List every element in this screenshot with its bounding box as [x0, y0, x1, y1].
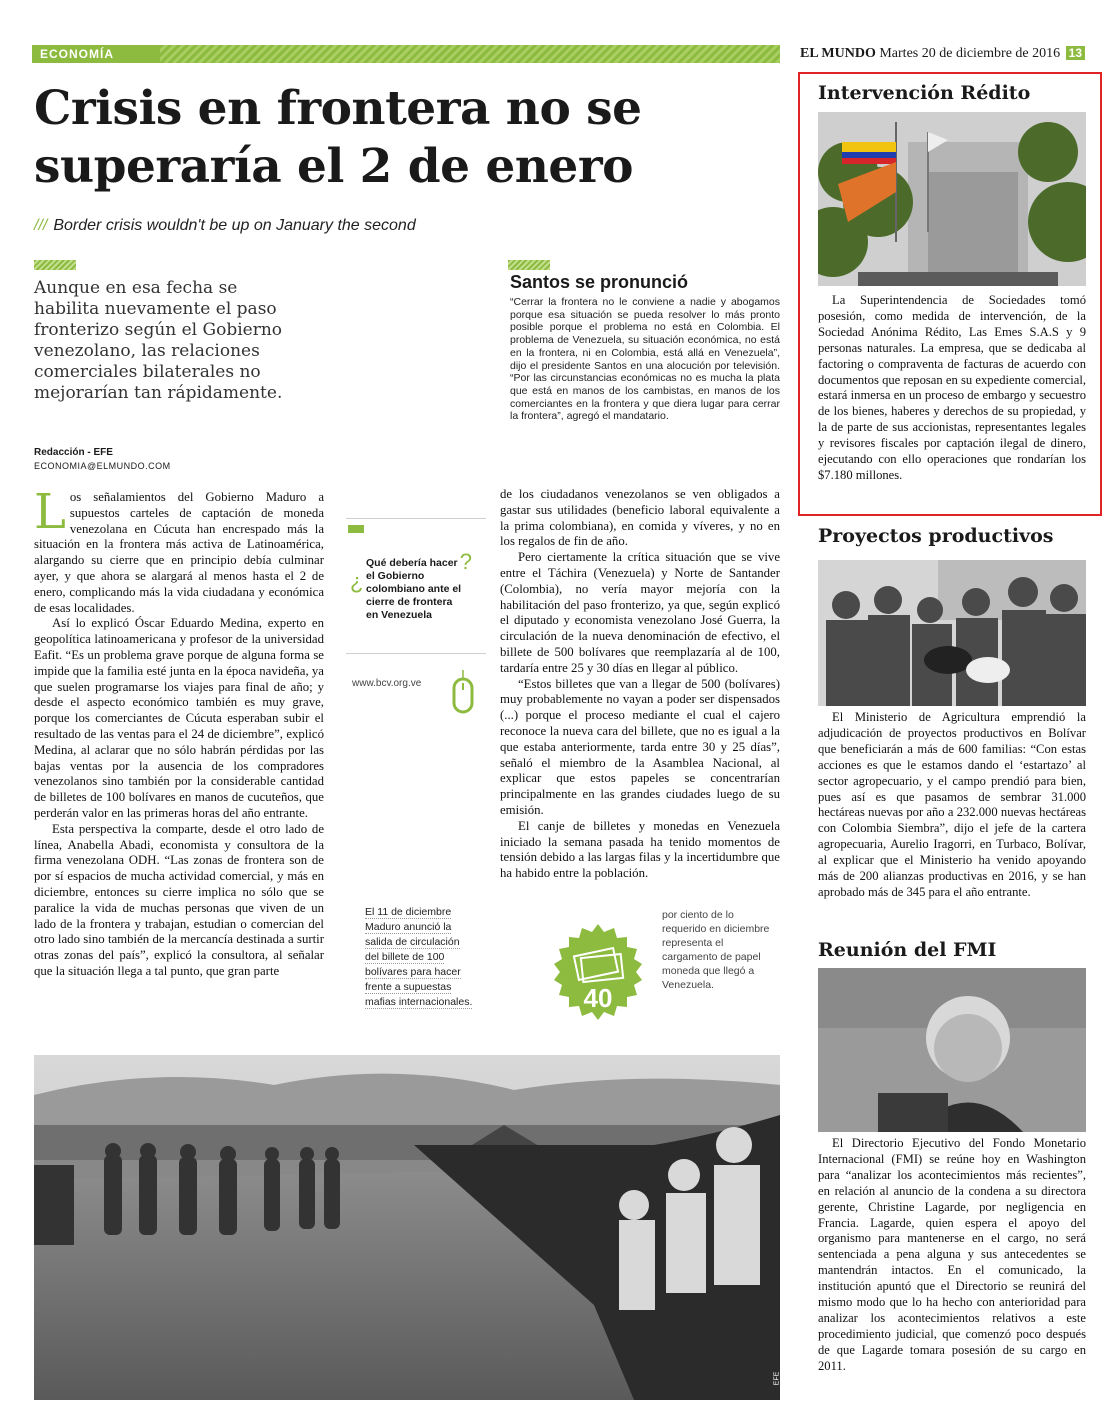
section-stripes [160, 45, 780, 63]
paper-name: EL MUNDO [800, 46, 876, 61]
col3-paragraph: Pero ciertamente la crítica situación que se vive entre el Táchira (Venezuela) y Norte de Santander (Colombia), no vería mayor mejoría con la habilitación del paso fronterizo, ya que, según explicó el diputado y economista venezolano José Guerra, la circulación de la nueva denominación de efectivo, el billete de 500 bolívares que reemplazaría al de 100, tardaría entre 25 y 30 días en llegar al público. [500, 550, 780, 675]
subhead [34, 217, 684, 235]
headline [34, 80, 784, 196]
sidebar-text-fmi [818, 1136, 1086, 1375]
building-flags-photo [818, 112, 1086, 286]
subhead-text: Border crisis wouldn't be up on January the second [53, 217, 416, 234]
col1-paragraph: Esta perspectiva la comparte, desde el otro lado de línea, Anabella Abadi, economista y consultora de la firma venezolana ODH. “Las zonas de frontera son de por sí espacios de mucha actividad comercial, y más en diciembre, entonces su cierre implica no sólo que se paralice la vida de muchas personas que viven de un lado de la frontera y trabajan, estudian o comercian del otro lado sino también de la mercancía destinada a surtir otras zonas del país”, explicó la consultora, al señalar que la situación llega a tal punto, que gran parte [34, 821, 324, 978]
col3-paragraph: de los ciudadanos venezolanos se ven obligados a gastar sus utilidades (beneficio laboral equivalente a la prima colombiana), en comida y víveres, y no en los regalos de fin de año. [500, 487, 780, 549]
question-bar [348, 525, 364, 533]
santos-marker [508, 260, 550, 270]
photo-credit: EFE [773, 1371, 781, 1386]
slashes-icon: /// [34, 217, 48, 234]
sidebar-title-fmi: Reunión del FMI [818, 939, 997, 961]
banknote-badge [538, 912, 658, 1032]
border-photo [34, 1055, 780, 1400]
page-number: 13 [1066, 46, 1085, 60]
question-open-mark: ¿ [350, 569, 364, 594]
reference-url[interactable]: www.bcv.org.ve [352, 678, 422, 689]
question-text: Qué debería hacer el Gobierno colombiano ante el cierre de frontera en Venezuela [366, 557, 462, 621]
headline-line-1: Crisis en frontera no se [34, 81, 642, 136]
sidebar-title-redito: Intervención Rédito [818, 82, 1031, 104]
byline: Redacción - EFE [34, 447, 113, 458]
santos-title: Santos se pronunció [510, 272, 689, 292]
lead-marker [34, 260, 76, 270]
infographic-right-text: por ciento de lo requerido en diciembre representa el cargamento de papel moneda que llegó a Venezuela. [662, 909, 770, 991]
question-box [346, 518, 486, 654]
sidebar-text-proyectos [818, 710, 1086, 901]
col3-paragraph: El canje de billetes y monedas en Venezuela iniciado la semana pasada ha tenido momentos de tensión debido a las largas filas y la incertidumbre que ha habido entre la población. [500, 818, 780, 881]
section-tag [32, 45, 780, 63]
paper-header [785, 46, 1085, 62]
sidebar-text-redito-body: La Superintendencia de Sociedades tomó posesión, como medida de intervención, de la Sociedad Anónima Rédito, Las Emes S.A.S y 9 personas naturales. La empresa, que se dedicaba al factoring o compraventa de facturas de acuerdo con documentos que reposan en su expediente comercial, estará inmersa en un proceso de embargo y secuestro de los bienes, haberes y derechos de su propiedad, y la de parte de sus accionistas, representantes legales y revisores fiscales por captación ilegal de dinero, ejecutando con ello operaciones que rondarían los $7.180 millones. [818, 293, 1086, 482]
sidebar-title-proyectos: Proyectos productivos [818, 525, 1054, 547]
infographic-left-text [365, 905, 475, 1010]
lagarde-photo [818, 968, 1086, 1132]
sidebar-text-redito [818, 293, 1086, 484]
article-column-1 [34, 484, 324, 980]
col1-paragraph: Así lo explicó Óscar Eduardo Medina, experto en geopolítica latinoamericana y profesor de la universidad Eafit. “Es un problema grave porque de alguna forma se impide que la familia esté junta en la época navideña, ya que suelen programarse los viajes para final de año; y desde el aspecto económico también es muy grave, porque los comerciantes de Cúcuta esperaban subir el resultado de las ventas para el 24 de diciembre”, explicó Medina, al aclarar que no sólo habrán pérdidas por las bajas ventas por la ausencia de los compradores venezolanos sino también por la considerable cantidad de billetes de 100 bolívares en manos de cucuteños, que perderán valor en las primeras horas del año entrante. [34, 616, 324, 820]
article-column-3 [500, 487, 780, 882]
col1-paragraph: os señalamientos del Gobierno Maduro a supuestos carteles de captación de moneda venezolana en Cúcuta han encrespado más la situación en la frontera más activa de Latinoamérica, alargando su cierre que en principio debía culminar ayer, y que ahora se alargará al menos hasta el 2 de enero, complicando más la vida ciudadana y económica de esas localidades. [34, 490, 324, 615]
question-close-mark: ? [459, 549, 472, 574]
mouse-icon [452, 670, 474, 714]
col3-paragraph: “Estos billetes que van a llegar de 500 (bolívares) muy probablemente no vayan a poder ser dispensados (...) porque el proceso mediante el cual el cajero reconoce la nueva cara del billete, que no es igual a la que estaba anteriormente, tarda entre 30 y 25 días”, señaló el miembro de la Asamblea Nacional, al explicar que estos papeles se concentrarían principalmente en las grandes ciudades luego de su emisión. [500, 676, 780, 817]
sidebar-text-proyectos-body: El Ministerio de Agricultura emprendió la adjudicación de proyectos productivos en Bolívar que beneficiarán a más de 600 familias: “Con estas acciones es que le estamos dando el ‘estartazo’ al sector agropecuario, y el campo prendió para bien, pues así es que pasamos de sembrar 31.000 hectáreas nuevas por año a 232.000 nuevas hectáreas con Colombia Siembra”, dijo el jefe de la cartera agropecuaria, Aurelio Iragorri, en Turbaco, Bolívar, al explicar que el Ministerio ha venido apoyando más de 200 alianzas productivas en 2016, y se han aprobado más de 345 para el año entrante. [818, 710, 1086, 899]
infographic-left-text-body: El 11 de diciembre Maduro anunció la salida de circulación del billete de 100 bolívares para hacer frente a supuestas mafias internacionales. [365, 906, 473, 1008]
dropcap: L [34, 484, 66, 540]
sidebar-text-fmi-body: El Directorio Ejecutivo del Fondo Monetario Internacional (FMI) se reúne hoy en Washington para “analizar los acontecimientos más recientes”, en relación al anuncio de la condena a su directora gerente, Christine Lagarde, por negligencia en Francia. Lagarde, quien espera el apoyo del organismo para mantenerse en el cargo, no será sentenciada a pena alguna y sus antecedentes se mantendrán intactos. En el comunicado, la institución apuntó que el Directorio se reunirá del mismo modo que lo ha hecho con anterioridad para analizar los acontecimientos relativos a este procedimiento judicial, que comenzó poco después de que Lagarde tomara posesión de su cargo en 2011. [818, 1136, 1086, 1373]
section-label: ECONOMÍA [40, 47, 114, 61]
lead-paragraph: Aunque en esa fecha se habilita nuevamente el paso fronterizo según el Gobierno venezolano, las relaciones comerciales bilaterales no mejorarían tan rápidamente. [34, 278, 283, 403]
paper-date: Martes 20 de diciembre de 2016 [879, 46, 1061, 61]
farmers-photo [818, 560, 1086, 706]
author-email: ECONOMIA@ELMUNDO.COM [34, 461, 171, 471]
headline-line-2: superaría el 2 de enero [34, 139, 633, 194]
santos-body: “Cerrar la frontera no le conviene a nadie y abogamos porque esa situación se pueda resolver lo más pronto posible porque el problema no está en Colombia. El problema de Venezuela, su situación económica, no está en la frontera, ni en Colombia, está allá en Venezuela”, dijo el presidente Santos en una alocución por televisión. “Por las circunstancias económicas no es mucha la plata que está en manos de los cambistas, en manos de los comerciantes en la frontera y que diera lugar para cerrar la frontera”, agregó el mandatario. [510, 296, 780, 423]
infographic-value: 40 [583, 983, 613, 1013]
